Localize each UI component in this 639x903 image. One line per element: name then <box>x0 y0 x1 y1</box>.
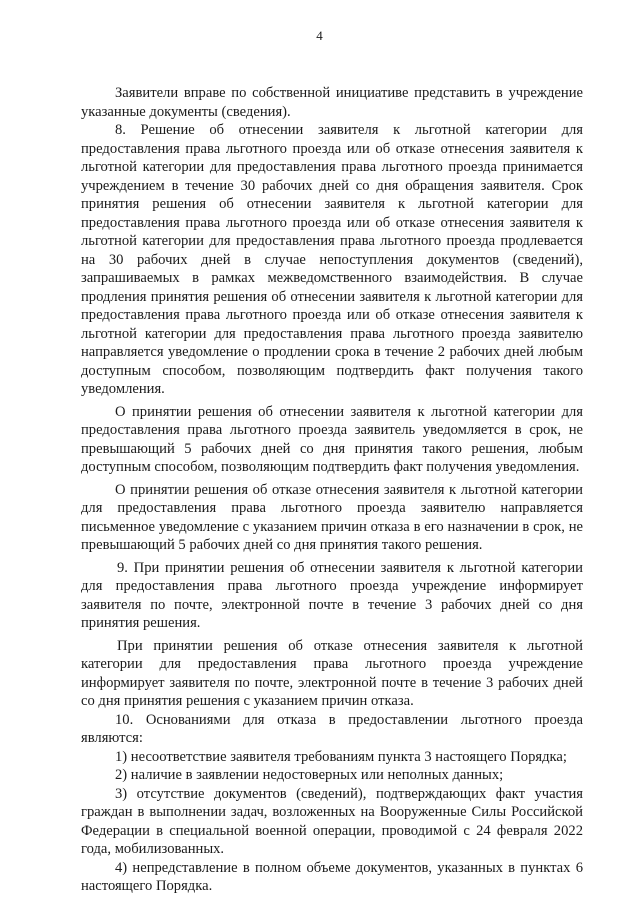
paragraph-notification-refusal: О принятии решения об отказе отнесения заявителя к льготной категории для предоставления права льготного проезда заявителю направляется письменное уведомление с указанием причин отказа в его назначении в срок, не превышающий 5 рабочих дней со дня принятия такого решения. <box>81 481 583 553</box>
paragraph-applicants-right: Заявители вправе по собственной инициативе представить в учреждение указанные документы (сведения). <box>81 85 583 120</box>
list-item-4: 4) непредставление в полном объеме документов, указанных в пунктах 6 настоящего Порядка. <box>81 859 583 894</box>
paragraph-item-10: 10. Основаниями для отказа в предоставлении льготного проезда являются: <box>81 711 583 746</box>
list-item-1: 1) несоответствие заявителя требованиям пункта 3 настоящего Порядка; <box>115 748 567 765</box>
document-body <box>81 84 583 896</box>
page-number: 4 <box>316 28 323 43</box>
paragraph-refusal-informing: При принятии решения об отказе отнесения заявителя к льготной категории для предоставления права льготного проезда учреждение информирует заявителя по почте, электронной почте в течение 3 рабочих дней со дня принятия решения с указанием причин отказа. <box>81 637 583 709</box>
paragraph-item-8: 8. Решение об отнесении заявителя к льготной категории для предоставления права льготного проезда или об отказе отнесения заявителя к льготной категории для предоставления права льготного проезда принимается учреждением в течение 30 рабочих дней со дня обращения заявителя. Срок принятия решения об отнесении заявителя к льготной категории для предоставления права льготного проезда или об отказе отнесения заявителя к льготной категории для предоставления права льготного проезда продлевается на 30 рабочих дней в случае непоступления документов (сведений), запрашиваемых в рамках межведомственного взаимодействия. В случае продления принятия решения об отнесении заявителя к льготной категории для предоставления права льготного проезда или об отказе отнесения заявителя к льготной категории для предоставления права льготного проезда заявителю направляется уведомление о продлении срока в течение 2 рабочих дней любым доступным способом, позволяющим подтвердить факт получения такого уведомления. <box>81 122 583 397</box>
paragraph-item-9: 9. При принятии решения об отнесении заявителя к льготной категории для предоставления права льготного проезда учреждение информирует заявителя по почте, электронной почте в течение 3 рабочих дней со дня принятия решения. <box>81 559 583 631</box>
paragraph-notification-approval: О принятии решения об отнесении заявителя к льготной категории для предоставления права льготного проезда заявитель уведомляется в срок, не превышающий 5 рабочих дней со дня принятия такого решения, любым доступным способом, позволяющим подтвердить факт получения уведомления. <box>81 403 583 475</box>
list-item-2: 2) наличие в заявлении недостоверных или неполных данных; <box>115 767 504 783</box>
list-item-3: 3) отсутствие документов (сведений), подтверждающих факт участия граждан в выполнении задач, возложенных на Вооруженные Силы Российской Федерации в специальной военной операции, проводимой с 24 февраля 2022 года, мобилизованных. <box>81 785 583 857</box>
